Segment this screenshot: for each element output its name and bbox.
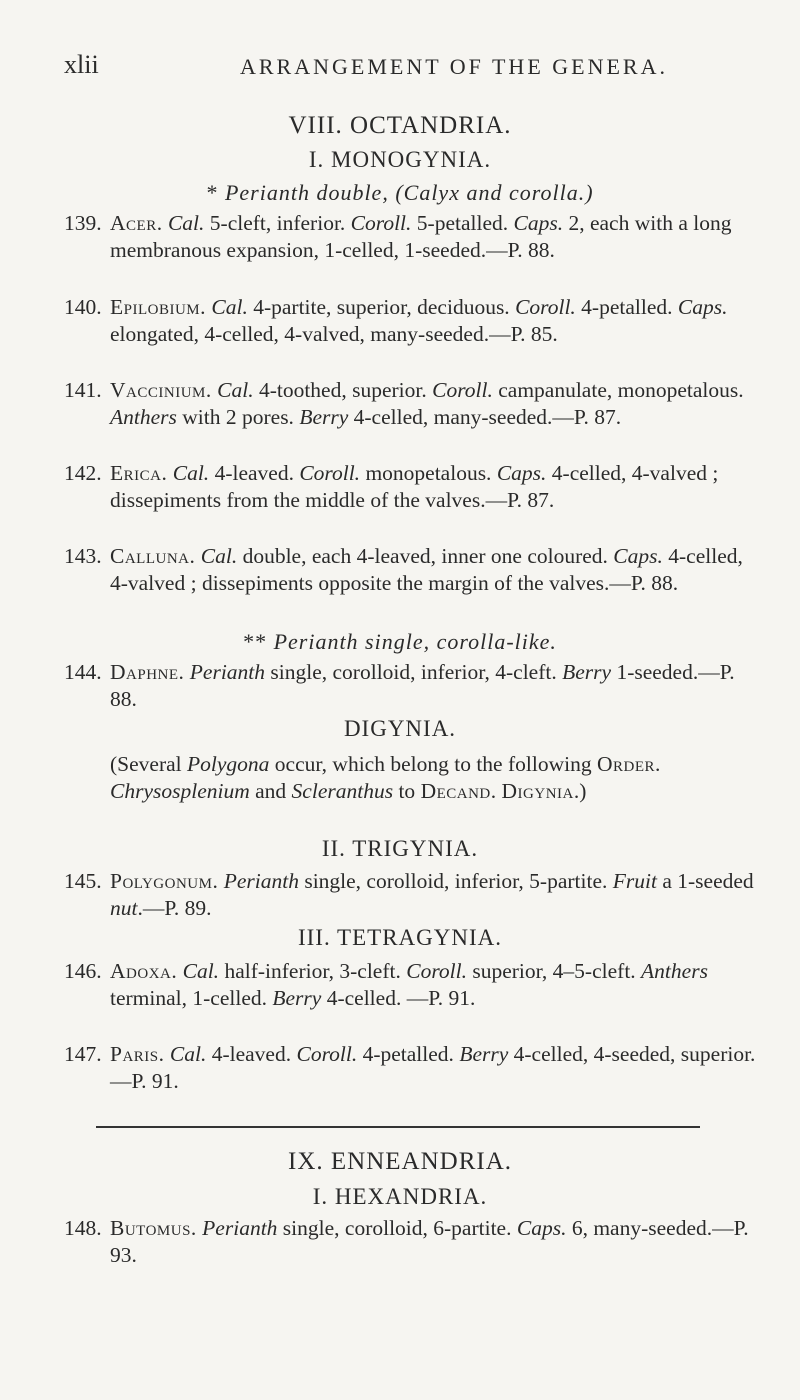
class-heading-enneandria: IX. ENNEANDRIA. [288, 1148, 512, 1175]
genus-name: Paris. [110, 1042, 165, 1066]
entry-number: 142. [64, 461, 102, 485]
term-fruit: Fruit [612, 869, 657, 893]
term-caps: Caps. [516, 1216, 567, 1240]
note-term: Decand [420, 779, 491, 803]
desc: half-inferior, 3-cleft. [219, 959, 407, 983]
section-divider [96, 1126, 700, 1128]
term-anthers: Anthers [641, 959, 708, 983]
term-cal: Cal. [167, 211, 205, 235]
note-text: occur, which belong to the following [269, 752, 597, 776]
term-caps: Caps. [677, 295, 728, 319]
term-coroll: Coroll. [515, 295, 576, 319]
note-term: Scleranthus [291, 779, 394, 803]
section-heading-perianth-single [0, 629, 800, 655]
term-caps: Caps. [613, 544, 663, 568]
order-heading-trigynia: II. TRIGYNIA. [321, 836, 479, 861]
term-perianth: Perianth [202, 1216, 278, 1240]
note-text: .) [573, 779, 587, 803]
term-cal: Cal. [169, 1042, 207, 1066]
desc: campanulate, monopetalous. [492, 378, 744, 402]
section-text: Perianth double, (Calyx and corolla.) [224, 180, 594, 205]
entry-number: 144. [64, 660, 102, 684]
term-coroll: Coroll. [299, 461, 361, 485]
note-term: Polygona [187, 752, 270, 776]
desc: single, corolloid, inferior, 4-cleft. [265, 660, 563, 684]
genus-name: Butomus. [110, 1216, 197, 1240]
term-berry: Berry [272, 986, 322, 1010]
term-coroll: Coroll. [406, 959, 467, 983]
desc: a 1-seeded [656, 869, 754, 893]
entry-number: 140. [64, 295, 102, 319]
desc: superior, 4–5-cleft. [466, 959, 642, 983]
order-heading-tetragynia: III. TETRAGYNIA. [297, 925, 502, 950]
order-heading-digynia: DIGYNIA. [343, 716, 457, 741]
genus-entry-butomus [64, 1215, 764, 1269]
term-caps: Caps. [513, 211, 564, 235]
desc: 5-petalled. [411, 211, 514, 235]
term-cal: Cal. [200, 544, 238, 568]
desc: 4-celled, 4-seeded, superior.—P. 91. [110, 1042, 756, 1093]
section-marker: * [206, 180, 219, 205]
term-anthers: Anthers [110, 405, 177, 429]
term-coroll: Coroll. [432, 378, 493, 402]
term-coroll: Coroll. [296, 1042, 358, 1066]
running-head [64, 50, 712, 84]
term-coroll: Coroll. [350, 211, 412, 235]
genus-name: Daphne. [110, 660, 185, 684]
term-nut: nut [110, 896, 138, 920]
desc: elongated, 4-celled, 4-valved, many-seeded.—P. 85. [110, 322, 558, 346]
running-title: ARRANGEMENT OF THE GENERA. [240, 54, 668, 79]
desc: monopetalous. [360, 461, 497, 485]
desc: 1-seeded.—P. 88. [110, 660, 735, 711]
desc: 4-leaved. [206, 1042, 297, 1066]
genus-entry-epilobium [64, 294, 764, 348]
desc: 5-cleft, inferior. [204, 211, 351, 235]
page-number: xlii [64, 50, 99, 79]
genus-name: Polygonum. [110, 869, 219, 893]
entry-number: 139. [64, 211, 102, 235]
genus-name: Calluna. [110, 544, 196, 568]
genus-entry-adoxa [64, 958, 764, 1012]
note-text: and [249, 779, 292, 803]
desc: 2, each with a long membranous expansion, 1-celled, 1-seeded.—P. 88. [110, 211, 732, 262]
section-text: Perianth single, corolla-like. [273, 629, 557, 654]
desc: single, corolloid, 6-partite. [277, 1216, 517, 1240]
term-perianth: Perianth [189, 660, 266, 684]
term-berry: Berry [459, 1042, 509, 1066]
entry-number: 146. [64, 959, 102, 983]
class-heading-octandria: VIII. OCTANDRIA. [288, 112, 512, 139]
entry-number: 148. [64, 1216, 102, 1240]
desc: 4-toothed, superior. [253, 378, 433, 402]
note-text: . [655, 752, 661, 776]
entry-number: 147. [64, 1042, 102, 1066]
genus-name: Acer. [110, 211, 163, 235]
desc: 6, many-seeded.—P. 93. [110, 1216, 749, 1267]
term-caps: Caps. [496, 461, 547, 485]
section-heading-perianth-double [0, 180, 800, 206]
genus-entry-calluna [64, 543, 764, 597]
note-text: (Several [110, 752, 188, 776]
digynia-note [110, 751, 760, 805]
order-heading-hexandria: I. HEXANDRIA. [312, 1184, 488, 1209]
desc: 4-petalled. [357, 1042, 460, 1066]
desc: 4-celled, 4-valved ; dissepiments opposite the margin of the valves.—P. 88. [110, 544, 743, 595]
desc: 4-petalled. [575, 295, 678, 319]
genus-name: Vaccinium. [110, 378, 212, 402]
term-berry: Berry [299, 405, 349, 429]
genus-entry-acer [64, 210, 764, 264]
order-heading-monogynia: I. MONOGYNIA. [308, 147, 492, 172]
desc: 4-celled, many-seeded.—P. 87. [348, 405, 622, 429]
entry-number: 143. [64, 544, 102, 568]
genus-name: Epilobium. [110, 295, 207, 319]
term-berry: Berry [562, 660, 612, 684]
genus-entry-polygonum [64, 868, 764, 922]
entry-number: 141. [64, 378, 102, 402]
desc: single, corolloid, inferior, 5-partite. [298, 869, 613, 893]
genus-name: Adoxa. [110, 959, 178, 983]
genus-entry-vaccinium [64, 377, 764, 431]
desc: .—P. 89. [137, 896, 212, 920]
section-marker: ** [243, 629, 268, 654]
desc: with 2 pores. [176, 405, 300, 429]
desc: 4-leaved. [209, 461, 300, 485]
term-cal: Cal. [182, 959, 220, 983]
term-perianth: Perianth [223, 869, 299, 893]
desc: 4-partite, superior, deciduous. [247, 295, 516, 319]
term-cal: Cal. [217, 378, 254, 402]
note-term: Order [596, 752, 656, 776]
term-cal: Cal. [172, 461, 210, 485]
desc: 4-celled. —P. 91. [321, 986, 476, 1010]
entry-number: 145. [64, 869, 102, 893]
desc: double, each 4-leaved, inner one coloured. [237, 544, 614, 568]
term-cal: Cal. [211, 295, 248, 319]
desc: 4-celled, 4-valved ; dissepiments from the middle of the valves.—P. 87. [110, 461, 719, 512]
genus-entry-daphne [64, 659, 764, 713]
genus-entry-erica [64, 460, 764, 514]
note-text: to [393, 779, 421, 803]
genus-entry-paris [64, 1041, 764, 1095]
note-term: Chrysosplenium [110, 779, 250, 803]
note-text: . [490, 779, 502, 803]
desc: terminal, 1-celled. [110, 986, 273, 1010]
genus-name: Erica. [110, 461, 168, 485]
note-term: Digynia [501, 779, 574, 803]
